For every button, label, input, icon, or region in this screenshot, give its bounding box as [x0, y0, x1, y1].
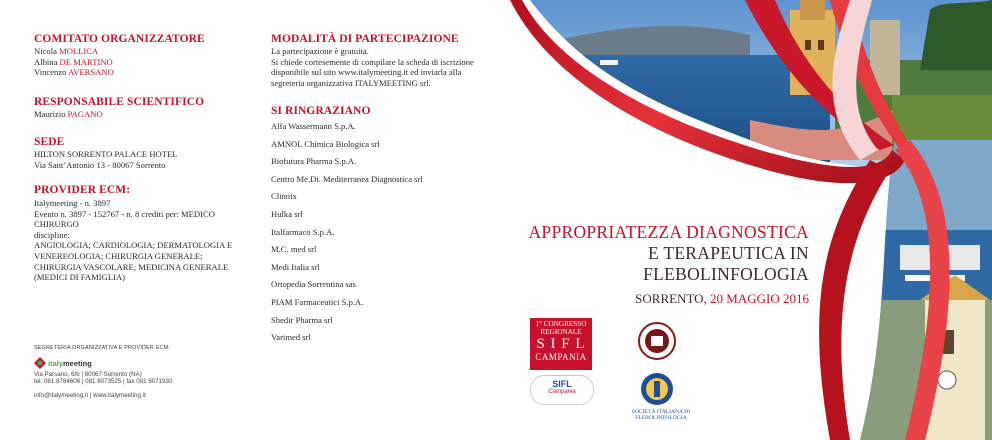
congress-badge: 1° CONGRESSO REGIONALE S I F L CAMPANIA [530, 318, 592, 370]
sponsor-item: M.C. med srl [271, 244, 317, 255]
thanks-heading: SI RINGRAZIANO [271, 105, 371, 117]
secretariat-address: Via Parsano, 6/b | 80067 Sorrento (NA) [34, 371, 142, 378]
event-title-line1: APPROPRIATEZZA DIAGNOSTICA [528, 222, 809, 242]
sponsor-item: Centro Me.Di. Mediterranea Diagnostica srl [271, 173, 423, 184]
secretariat-phones: tel. 081 8784606 | 081 8073525 | fax 081 8071930 [34, 378, 173, 385]
left-panel [0, 0, 248, 440]
venue-heading: SEDE [34, 136, 65, 148]
provider-heading: PROVIDER ECM: [34, 184, 131, 196]
venue-address: HILTON SORRENTO PALACE HOTEL Via Sant’Antonio 13 - 80067 Sorrento [34, 149, 178, 170]
sponsor-item: Varimed srl [271, 332, 311, 343]
committee-member: Vincenzo AVERSANO [34, 67, 114, 78]
cover-panel [500, 0, 992, 440]
society-logo-icon [640, 372, 674, 406]
cover-artwork [500, 0, 992, 440]
scientific-person: Maurizio PAGANO [34, 109, 103, 119]
sifl-campania-logo: SIFL Campania [530, 375, 594, 405]
sponsor-item: Alfa Wassermann S.p.A. [271, 121, 356, 131]
sponsor-item: Hulka srl [271, 208, 303, 219]
sponsor-item: AMNOL Chimica Biologica srl [271, 138, 380, 149]
event-title-line2: E TERAPEUTICA IN FLEBOLINFOLOGIA [643, 243, 809, 284]
italymeeting-logo-icon [34, 357, 46, 369]
sponsor-item: Clinnix [271, 191, 297, 202]
sponsor-item: Medi Italia srl [271, 261, 320, 272]
committee-heading: COMITATO ORGANIZZATORE [34, 33, 205, 45]
sponsor-item: Ortopedia Sorrentina sas [271, 279, 356, 290]
sponsor-item: Italfarmaco S.p.A. [271, 226, 335, 237]
middle-panel [248, 0, 500, 440]
event-place-date: SORRENTO, 20 MAGGIO 2016 [635, 291, 809, 306]
committee-list [34, 46, 114, 78]
sponsor-list [271, 120, 423, 349]
secretariat-label: SEGRETERIA ORGANIZZATIVA E PROVIDER ECM: [34, 345, 170, 351]
provider-details: Italymeeting - n. 3897 Evento n. 3897 - 152767 - n. 8 crediti per: MEDICO CHIRURGO discipline: ANGIOLOGIA; CARDIOLOGIA; DERMATOLOGIA E VENEREOLOGIA; CHIRURGIA GENERALE; CHIRURGIA VASCOLARE; MEDICINA GENERALE (MEDICI DI FAMIGLIA) [34, 198, 233, 283]
sponsor-item: Shedir Pharma srl [271, 314, 333, 325]
event-title [500, 222, 809, 307]
italymeeting-logo: italymeeting [34, 357, 172, 369]
scientific-heading: RESPONSABILE SCIENTIFICO [34, 96, 205, 108]
secretariat-contact[interactable]: info@italymeeting.it | www.italymeeting.it [34, 392, 146, 399]
participation-heading: MODALITÀ DI PARTECIPAZIONE [271, 33, 459, 45]
society-caption: SOCIETÀ ITALIANA DI FLEBOLINFOLOGIA [631, 409, 691, 421]
secretariat-footer [34, 345, 172, 399]
committee-member: Nicola MOLLICA [34, 46, 99, 56]
sponsor-item: Biofutura Pharma S.p.A. [271, 156, 357, 167]
emblem-seal-icon [638, 322, 676, 360]
sponsor-item: PIAM Farmaceutici S.p.A. [271, 296, 364, 307]
participation-text: La partecipazione è gratuita. Si chiede cortesemente di compilare la scheda di iscrizione disponibile sul sito www.italymeeting.it ed inviarla alla segreteria organizzativa ITALYMEETING srl. [271, 46, 474, 88]
committee-member: Albina DE MARTINO [34, 56, 113, 67]
